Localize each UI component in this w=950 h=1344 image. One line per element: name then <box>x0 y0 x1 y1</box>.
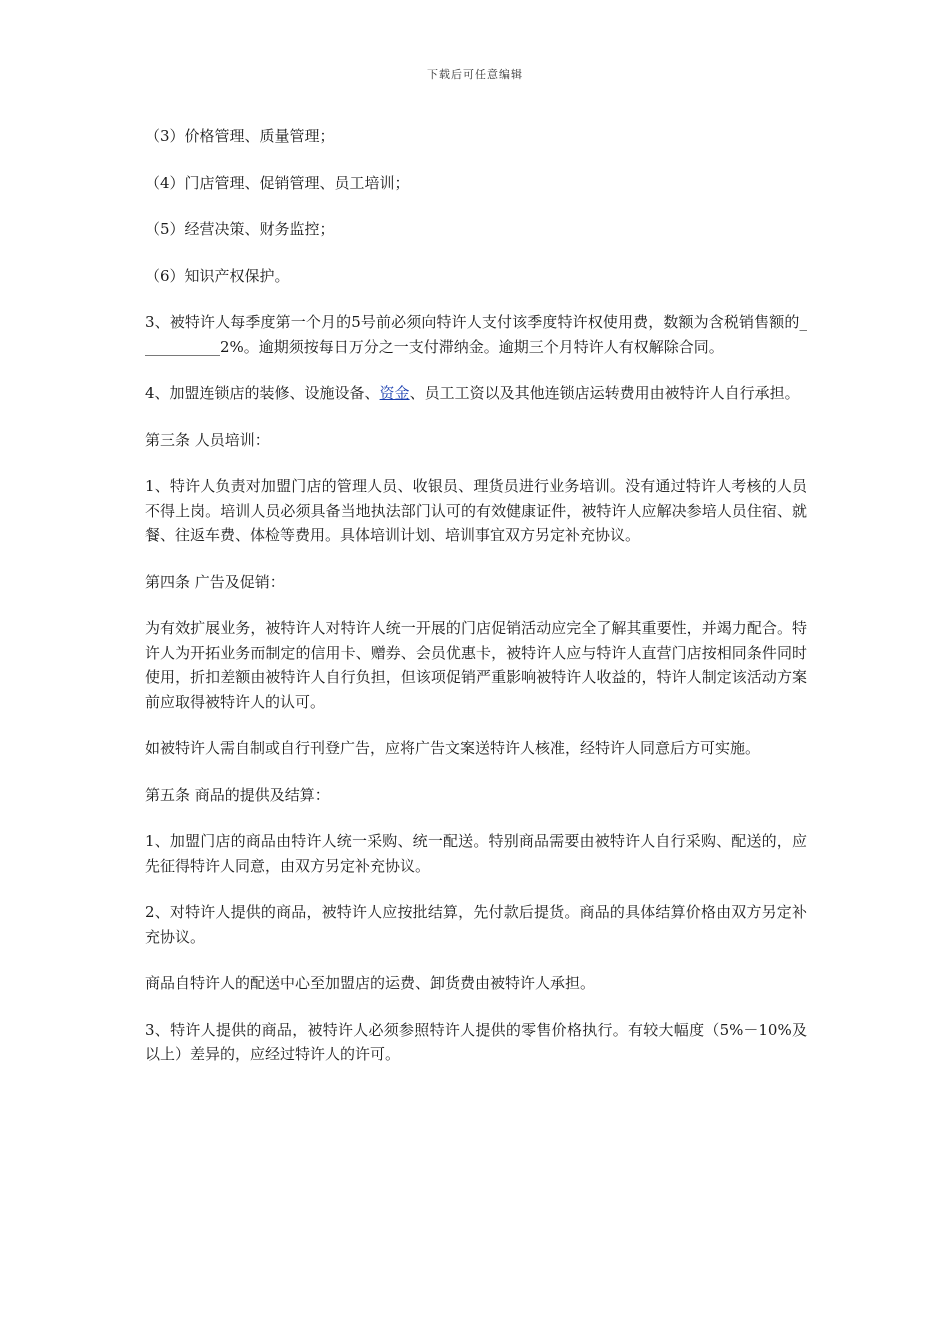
store-costs-text-after: 、员工工资以及其他连锁店运转费用由被特许人自行承担。 <box>409 384 800 402</box>
funds-link[interactable]: 资金 <box>379 384 410 402</box>
section-heading-goods-settlement: 第五条 商品的提供及结算： <box>145 785 330 804</box>
paragraph-retail-price: 3、特许人提供的商品，被特许人必须参照特许人提供的零售价格执行。有较大幅度（5%－10%及以上）差异的，应经过特许人的许可。 <box>145 1020 807 1063</box>
paragraph-promotion: 为有效扩展业务，被特许人对特许人统一开展的门店促销活动应完全了解其重要性，并竭力配合。特许人为开拓业务而制定的信用卡、赠券、会员优惠卡，被特许人应与特许人直营门店按相同条件同时使用，折扣差额由被特许人自行负担，但该项促销严重影响被特许人收益的，特许人制定该活动方案前应取得被特许人的认可。 <box>145 619 807 711</box>
paragraph-franchise-fee: 3、被特许人每季度第一个月的5号前必须向特许人支付该季度特许权使用费，数额为含税销售额的___________2%。逾期须按每日万分之一支付滞纳金。逾期三个月特许人有权解除合同。 <box>145 313 807 356</box>
paragraph-freight: 商品自特许人的配送中心至加盟店的运费、卸货费由被特许人承担。 <box>145 974 596 992</box>
paragraph-settlement: 2、对特许人提供的商品，被特许人应按批结算，先付款后提货。商品的具体结算价格由双方另定补充协议。 <box>145 903 807 946</box>
document-body <box>145 124 807 1089</box>
paragraph-store-costs <box>145 381 807 406</box>
paragraph-advertising-approval: 如被特许人需自制或自行刊登广告，应将广告文案送特许人核准，经特许人同意后方可实施。 <box>145 739 761 757</box>
paragraph-price-quality: （3）价格管理、质量管理； <box>145 127 335 145</box>
paragraph-ip-protection: （6）知识产权保护。 <box>145 266 290 285</box>
section-heading-training: 第三条 人员培训： <box>145 430 270 449</box>
store-costs-text-before: 4、加盟连锁店的装修、设施设备、 <box>145 384 380 402</box>
paragraph-decision-finance: （5）经营决策、财务监控； <box>145 220 335 238</box>
header-note: 下载后可任意编辑 <box>427 68 523 81</box>
section-heading-advertising: 第四条 广告及促销： <box>145 572 285 591</box>
paragraph-goods-supply: 1、加盟门店的商品由特许人统一采购、统一配送。特别商品需要由被特许人自行采购、配送的，应先征得特许人同意，由双方另定补充协议。 <box>145 832 807 875</box>
paragraph-training: 1、特许人负责对加盟门店的管理人员、收银员、理货员进行业务培训。没有通过特许人考核的人员不得上岗。培训人员必须具备当地执法部门认可的有效健康证件，被特许人应解决参培人员住宿、就餐、往返车费、体检等费用。具体培训计划、培训事宜双方另定补充协议。 <box>145 477 807 544</box>
paragraph-store-management: （4）门店管理、促销管理、员工培训； <box>145 173 410 192</box>
